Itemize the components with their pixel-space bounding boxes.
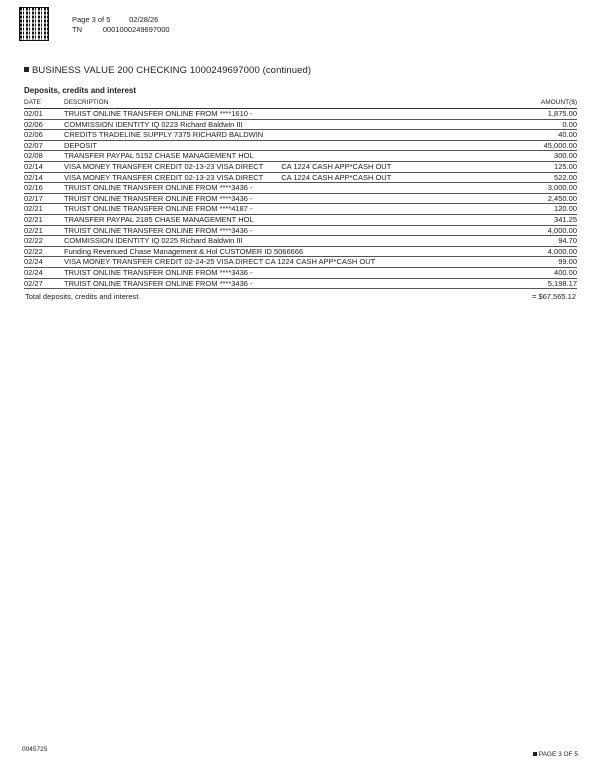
section-title: Deposits, credits and interest <box>24 86 137 95</box>
row-description: DEPOSIT <box>64 140 97 150</box>
row-description: COMMISSION IDENTITY IQ 0223 Richard Baldwin III <box>64 119 243 129</box>
row-date: 02/22 <box>24 236 64 247</box>
row-amount: 341.25 <box>485 214 577 225</box>
row-date: 02/24 <box>24 257 64 268</box>
row-description-cell <box>64 246 485 257</box>
account-title-line <box>24 65 311 76</box>
page-number: Page 3 of 5 <box>72 15 111 24</box>
row-amount: 40.00 <box>485 130 577 141</box>
row-date: 02/21 <box>24 225 64 236</box>
deposits-table <box>24 97 577 302</box>
row-description: Funding Revenued Chase Management & Hol CUSTOMER ID 5066666 <box>64 246 304 256</box>
row-amount: 4,000.00 <box>485 225 577 236</box>
total-row <box>24 289 577 303</box>
row-amount: 4,000.00 <box>485 246 577 257</box>
row-date: 02/06 <box>24 130 64 141</box>
row-date: 02/17 <box>24 193 64 204</box>
row-amount: 45,000.00 <box>485 140 577 151</box>
row-description-cell <box>64 183 485 194</box>
row-description-cell <box>64 140 485 151</box>
row-amount: 400.00 <box>485 267 577 278</box>
table-row <box>24 151 577 162</box>
row-amount: 5,198.17 <box>485 278 577 289</box>
row-amount: 120.00 <box>485 204 577 215</box>
row-description-cell <box>64 109 485 120</box>
row-description: CREDITS TRADELINE SUPPLY 7375 RICHARD BALDWIN <box>64 130 264 140</box>
row-date: 02/24 <box>24 267 64 278</box>
row-description: TRANSFER PAYPAL 5152 CHASE MANAGEMENT HOL <box>64 151 254 161</box>
row-date: 02/16 <box>24 183 64 194</box>
row-description-cell <box>64 225 485 236</box>
account-title: BUSINESS VALUE 200 CHECKING 1000249697000 (continued) <box>32 65 312 76</box>
row-description: VISA MONEY TRANSFER CREDIT 02-24-25 VISA DIRECT CA 1224 CASH APP*CASH OUT <box>64 257 376 267</box>
row-description: TRUIST ONLINE TRANSFER ONLINE FROM ****3436 - <box>64 225 253 235</box>
page-header <box>72 15 170 35</box>
statement-date: 02/28/26 <box>129 15 159 24</box>
row-description: VISA MONEY TRANSFER CREDIT 02-13-23 VISA DIRECT <box>64 161 264 171</box>
row-amount: 2,450.00 <box>485 193 577 204</box>
row-description-cell <box>64 161 485 172</box>
row-description-cell <box>64 278 485 289</box>
row-description: TRUIST ONLINE TRANSFER ONLINE FROM ****3436 - <box>64 278 253 288</box>
table-row <box>24 225 577 236</box>
table-row <box>24 172 577 183</box>
table-row <box>24 246 577 257</box>
total-amount: = $67,565.12 <box>531 291 576 301</box>
row-description-cell <box>64 214 485 225</box>
table-row <box>24 193 577 204</box>
row-description-cell <box>64 257 485 268</box>
table-row <box>24 278 577 289</box>
row-description-extra: CA 1224 CASH APP*CASH OUT <box>281 172 392 182</box>
row-date: 02/07 <box>24 140 64 151</box>
row-description-cell <box>64 151 485 162</box>
tn-value: 0001000249697000 <box>102 25 170 34</box>
bullet-square-icon <box>24 67 29 72</box>
row-amount: 300.00 <box>485 151 577 162</box>
row-date: 02/21 <box>24 214 64 225</box>
column-header-description: DESCRIPTION <box>64 97 485 109</box>
row-amount: 1,875.00 <box>485 109 577 120</box>
column-header-date: DATE <box>24 97 64 109</box>
row-description: COMMISSION IDENTITY IQ 0225 Richard Baldwin III <box>64 236 243 246</box>
tn-label: TN <box>72 25 82 34</box>
row-date: 02/06 <box>24 119 64 130</box>
row-description: TRUIST ONLINE TRANSFER ONLINE FROM ****4187 - <box>64 204 253 214</box>
table-row <box>24 109 577 120</box>
footer-code: 0045725 <box>22 746 48 753</box>
row-amount: 94.70 <box>485 236 577 247</box>
table-row <box>24 140 577 151</box>
table-row <box>24 130 577 141</box>
row-description: TRUIST ONLINE TRANSFER ONLINE FROM ****1610 - <box>64 109 253 118</box>
table-row <box>24 161 577 172</box>
table-row <box>24 214 577 225</box>
column-header-amount: AMOUNT($) <box>485 97 577 109</box>
table-row <box>24 204 577 215</box>
bullet-square-icon <box>533 752 537 756</box>
barcode-icon <box>20 8 48 40</box>
row-date: 02/08 <box>24 151 64 162</box>
table-row <box>24 257 577 268</box>
total-label: Total deposits, credits and interest <box>25 291 139 301</box>
row-description-cell <box>64 267 485 278</box>
row-date: 02/14 <box>24 172 64 183</box>
row-date: 02/27 <box>24 278 64 289</box>
footer-page-label: PAGE 3 OF 5 <box>538 751 578 758</box>
row-description-cell <box>64 130 485 141</box>
row-date: 02/21 <box>24 204 64 215</box>
table-row <box>24 119 577 130</box>
row-description: VISA MONEY TRANSFER CREDIT 02-13-23 VISA DIRECT <box>64 172 264 182</box>
row-amount: 522.00 <box>485 172 577 183</box>
row-description: TRUIST ONLINE TRANSFER ONLINE FROM ****3436 - <box>64 183 253 193</box>
row-date: 02/22 <box>24 246 64 257</box>
row-description-cell <box>64 172 485 183</box>
table-row <box>24 267 577 278</box>
table-row <box>24 183 577 194</box>
row-description-extra: CA 1224 CASH APP*CASH OUT <box>281 161 392 171</box>
row-description-cell <box>64 236 485 247</box>
row-date: 02/01 <box>24 109 64 120</box>
table-header-row <box>24 97 577 109</box>
table-row <box>24 236 577 247</box>
row-amount: 3,000.00 <box>485 183 577 194</box>
row-description: TRUIST ONLINE TRANSFER ONLINE FROM ****3436 - <box>64 193 253 203</box>
row-date: 02/14 <box>24 161 64 172</box>
row-description: TRANSFER PAYPAL 2185 CHASE MANAGEMENT HOL <box>64 214 254 224</box>
row-amount: 125.00 <box>485 161 577 172</box>
row-amount: 99.00 <box>485 257 577 268</box>
row-description-cell <box>64 204 485 215</box>
row-description: TRUIST ONLINE TRANSFER ONLINE FROM ****3436 - <box>64 267 253 277</box>
footer-page <box>533 751 578 758</box>
row-description-cell <box>64 119 485 130</box>
row-amount: 0.00 <box>485 119 577 130</box>
row-description-cell <box>64 193 485 204</box>
